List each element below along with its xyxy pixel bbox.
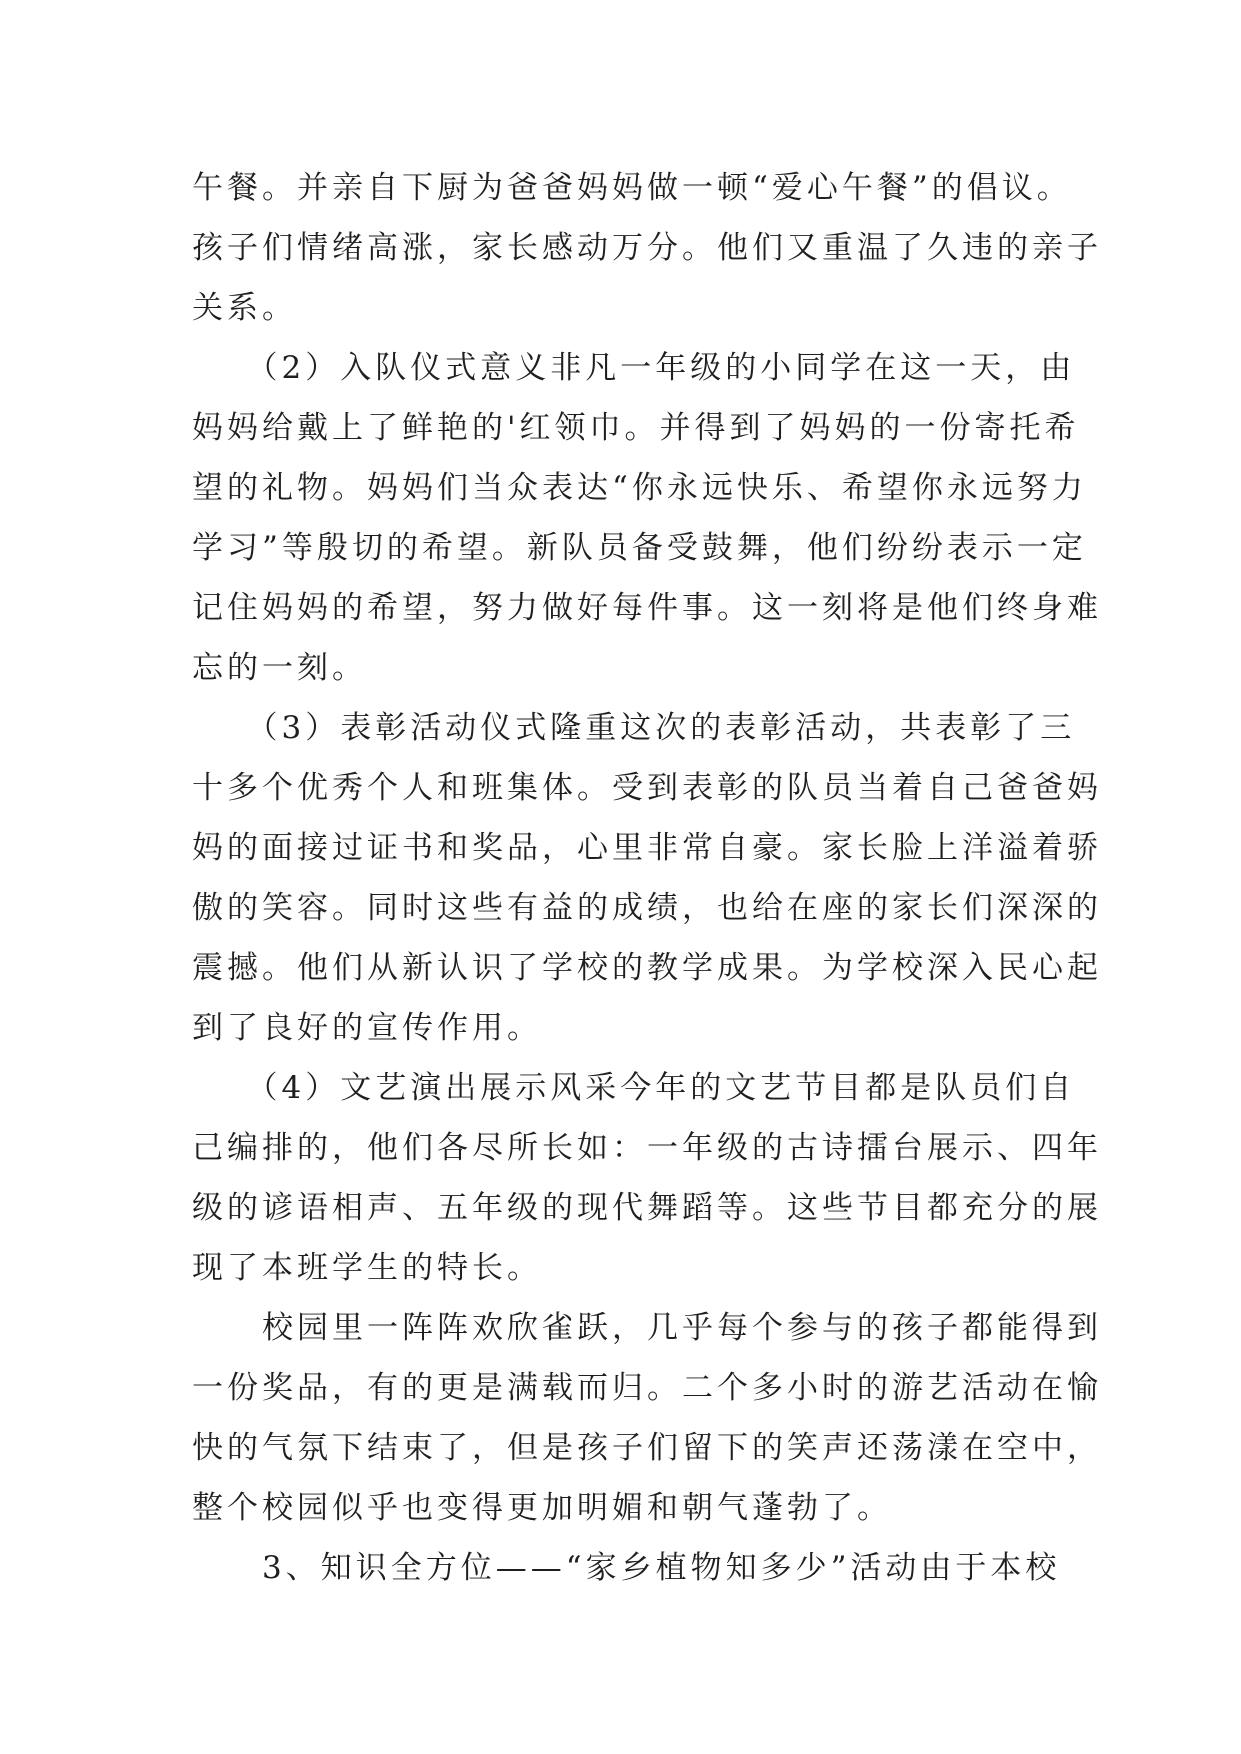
text-line: 十多个优秀个人和班集体。受到表彰的队员当着自己爸爸妈: [192, 770, 1102, 806]
text-line: 午餐。并亲自下厨为爸爸妈妈做一顿“爱心午餐”的倡议。: [192, 170, 1072, 206]
text-line: （2）入队仪式意义非凡一年级的小同学在这一天，由: [192, 350, 1076, 386]
text-line: 整个校园似乎也变得更加明媚和朝气蓬勃了。: [192, 1490, 892, 1526]
text-line: （4）文艺演出展示风采今年的文艺节目都是队员们自: [192, 1070, 1076, 1106]
text-line: 妈妈给戴上了鲜艳的'红领巾。并得到了妈妈的一份寄托希: [192, 410, 1080, 446]
text-line: 记住妈妈的希望，努力做好每件事。这一刻将是他们终身难: [192, 590, 1102, 626]
text-line: 关系。: [192, 290, 297, 326]
text-line: 快的气氛下结束了，但是孩子们留下的笑声还荡漾在空中，: [192, 1430, 1102, 1466]
text-line: （3）表彰活动仪式隆重这次的表彰活动，共表彰了三: [192, 710, 1076, 746]
text-line: 忘的一刻。: [192, 650, 367, 686]
text-line: 到了良好的宣传作用。: [192, 1010, 542, 1046]
text-line: 震撼。他们从新认识了学校的教学成果。为学校深入民心起: [192, 950, 1102, 986]
text-line: 孩子们情绪高涨，家长感动万分。他们又重温了久违的亲子: [192, 230, 1102, 266]
text-line: 己编排的，他们各尽所长如：一年级的古诗擂台展示、四年: [192, 1130, 1102, 1166]
text-line: 学习”等殷切的希望。新队员备受鼓舞，他们纷纷表示一定: [192, 530, 1087, 566]
text-line: 傲的笑容。同时这些有益的成绩，也给在座的家长们深深的: [192, 890, 1102, 926]
text-line: 妈的面接过证书和奖品，心里非常自豪。家长脸上洋溢着骄: [192, 830, 1102, 866]
text-line: 现了本班学生的特长。: [192, 1250, 542, 1286]
text-line: 望的礼物。妈妈们当众表达“你永远快乐、希望你永远努力: [192, 470, 1087, 506]
text-line: 校园里一阵阵欢欣雀跃，几乎每个参与的孩子都能得到: [192, 1310, 1102, 1346]
text-line: 级的谚语相声、五年级的现代舞蹈等。这些节目都充分的展: [192, 1190, 1102, 1226]
body-text: [192, 158, 1102, 1598]
text-line: 3、知识全方位——“家乡植物知多少”活动由于本校: [192, 1550, 1061, 1586]
text-line: 一份奖品，有的更是满载而归。二个多小时的游艺活动在愉: [192, 1370, 1102, 1406]
